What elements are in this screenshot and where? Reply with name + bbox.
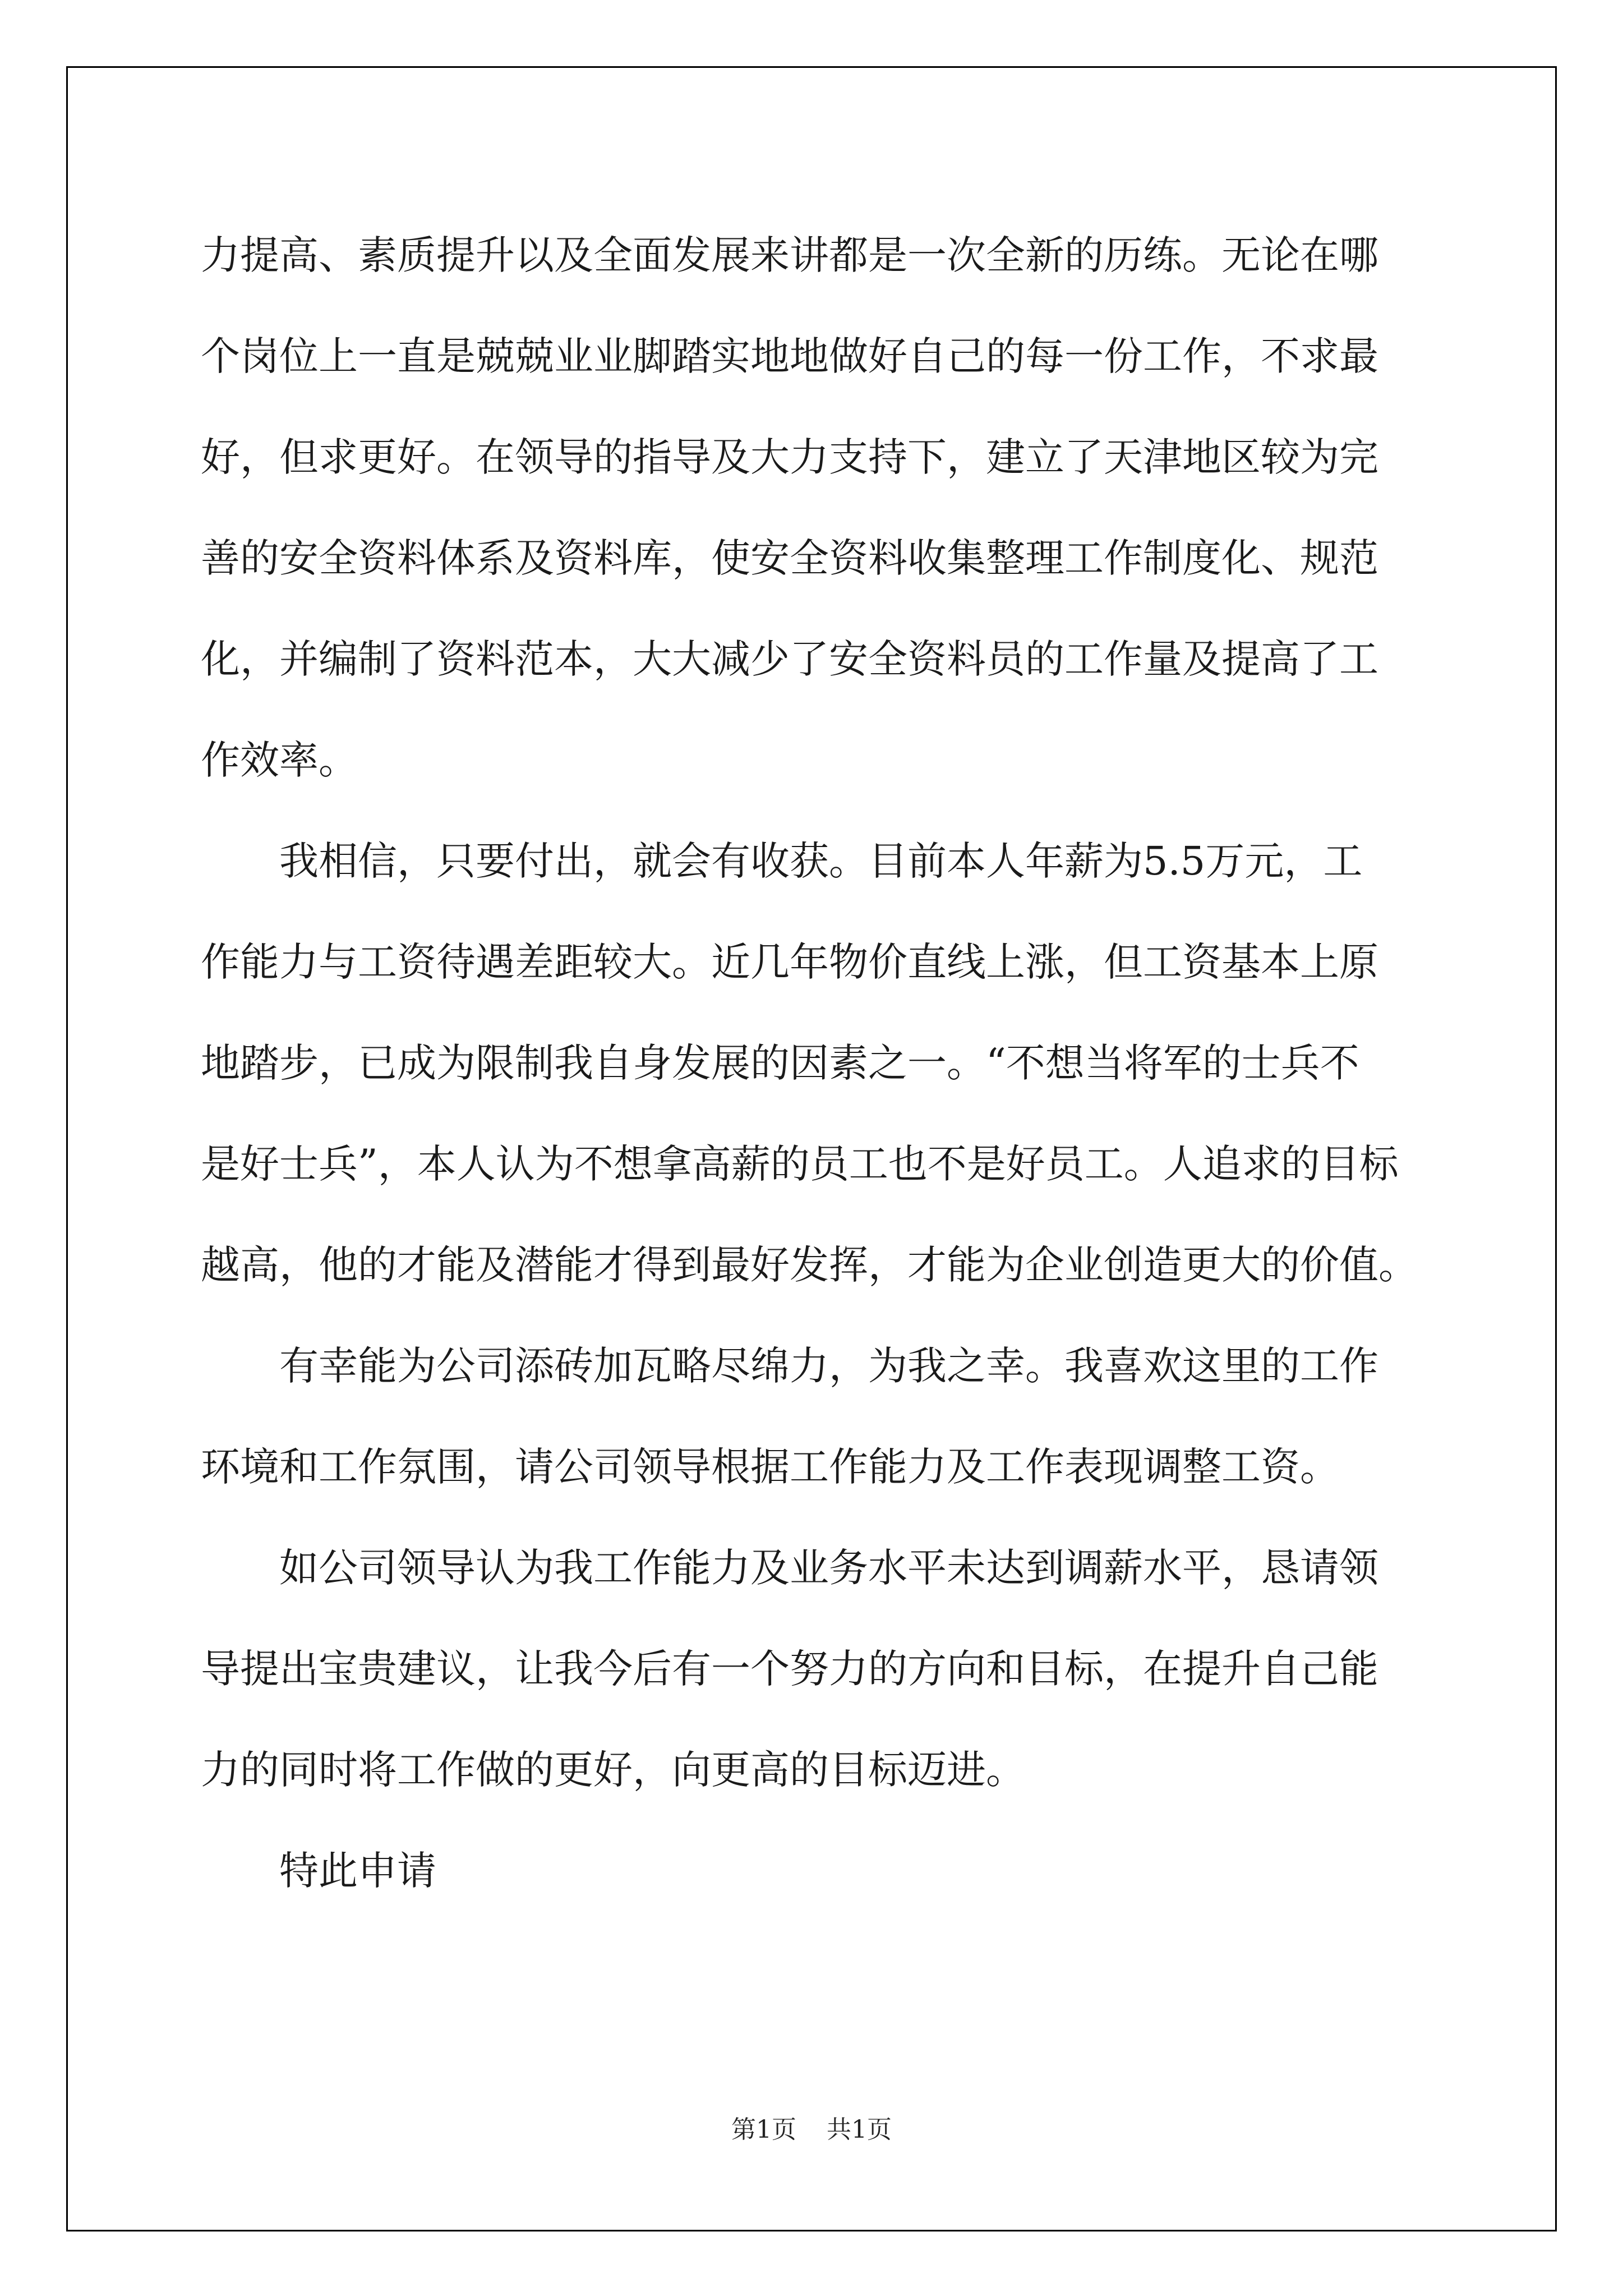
paragraph-line: 有幸能为公司添砖加瓦略尽绵力，为我之幸。我喜欢这里的工作: [279, 1343, 1378, 1389]
paragraph-line: 如公司领导认为我工作能力及业务水平未达到调薪水平，恳请领: [279, 1545, 1378, 1591]
page-footer: [0, 2109, 1623, 2145]
page-number-total: 共1页: [827, 2115, 892, 2144]
paragraph-line: 是好士兵”，本人认为不想拿高薪的员工也不是好员工。人追求的目标: [201, 1141, 1399, 1187]
paragraph-line: 个岗位上一直是兢兢业业脚踏实地地做好自己的每一份工作，不求最: [201, 333, 1378, 379]
paragraph-line: 导提出宝贵建议，让我今后有一个努力的方向和目标，在提升自己能: [201, 1646, 1378, 1692]
paragraph-line: 地踏步，已成为限制我自身发展的因素之一。“不想当将军的士兵不: [201, 1040, 1359, 1086]
paragraph-line: 力的同时将工作做的更好，向更高的目标迈进。: [201, 1747, 1025, 1793]
paragraph-line: 好，但求更好。在领导的指导及大力支持下，建立了天津地区较为完: [201, 434, 1378, 480]
paragraph-line: 善的安全资料体系及资料库，使安全资料收集整理工作制度化、规范: [201, 535, 1378, 581]
paragraph-line: 环境和工作氛围，请公司领导根据工作能力及工作表现调整工资。: [201, 1444, 1339, 1490]
paragraph-line: 化，并编制了资料范本，大大减少了安全资料员的工作量及提高了工: [201, 636, 1378, 682]
paragraph-line: 越高，他的才能及潜能才得到最好发挥，才能为企业创造更大的价值。: [201, 1242, 1418, 1288]
paragraph-line: 作效率。: [201, 737, 358, 783]
paragraph-line: 我相信，只要付出，就会有收获。目前本人年薪为5.5万元，工: [279, 838, 1363, 884]
paragraph-line: 力提高、素质提升以及全面发展来讲都是一次全新的历练。无论在哪: [201, 232, 1378, 278]
paragraph-line: 作能力与工资待遇差距较大。近几年物价直线上涨，但工资基本上原: [201, 939, 1378, 985]
paragraph-line: 特此申请: [279, 1848, 436, 1894]
document-body: [201, 205, 1435, 1921]
page-number-current: 第1页: [731, 2115, 796, 2144]
